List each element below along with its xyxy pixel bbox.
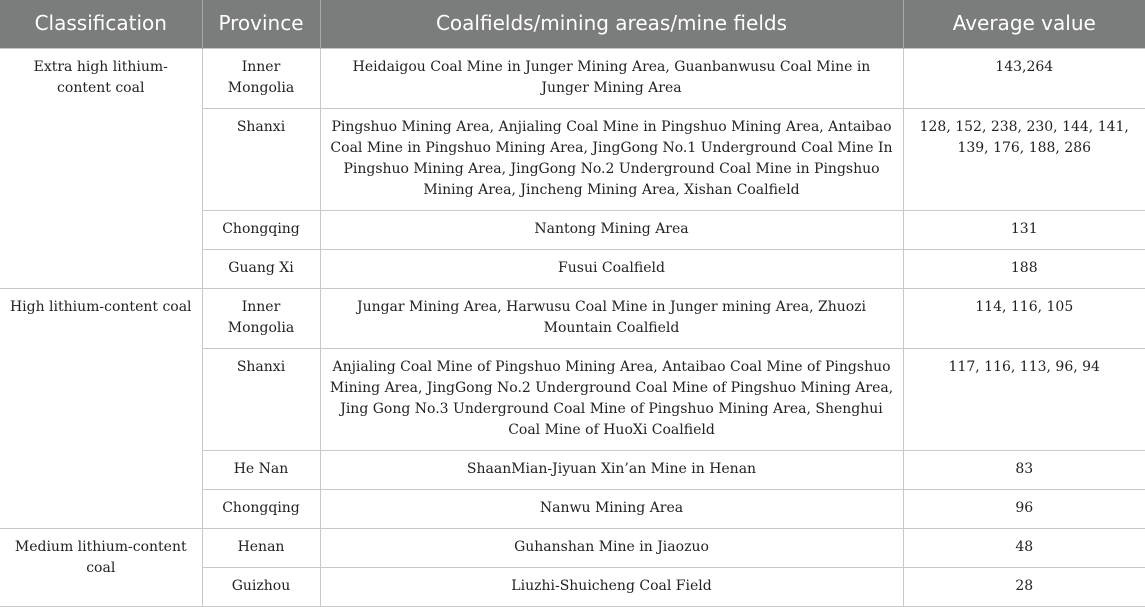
- province-cell: Guizhou: [202, 567, 320, 606]
- average-value-cell: 28: [903, 567, 1145, 606]
- coalfields-cell: Fusui Coalfield: [320, 249, 903, 288]
- table-row: [0, 528, 1145, 567]
- table-row: [0, 288, 1145, 348]
- header-province: Province: [202, 0, 320, 48]
- average-value-cell: 117, 116, 113, 96, 94: [903, 348, 1145, 450]
- province-cell: Inner Mongolia: [202, 288, 320, 348]
- province-cell: Shanxi: [202, 108, 320, 210]
- average-value-cell: 48: [903, 528, 1145, 567]
- classification-cell: High lithium-content coal: [0, 288, 202, 528]
- average-value-cell: 188: [903, 249, 1145, 288]
- header-coalfields: Coalfields/mining areas/mine fields: [320, 0, 903, 48]
- province-cell: Chongqing: [202, 489, 320, 528]
- coalfields-cell: Guhanshan Mine in Jiaozuo: [320, 528, 903, 567]
- province-cell: Chongqing: [202, 210, 320, 249]
- average-value-cell: 83: [903, 450, 1145, 489]
- coalfields-cell: Heidaigou Coal Mine in Junger Mining Area, Guanbanwusu Coal Mine in Junger Mining Area: [320, 48, 903, 108]
- header-row: [0, 0, 1145, 48]
- province-cell: Shanxi: [202, 348, 320, 450]
- coalfields-cell: Nantong Mining Area: [320, 210, 903, 249]
- coalfields-cell: Anjialing Coal Mine of Pingshuo Mining Area, Antaibao Coal Mine of Pingshuo Mining Area, JingGong No.2 Underground Coal Mine of Pingshuo Mining Area, Jing Gong No.3 Underground Coal Mine of Pingshuo Mining Area, Shenghui Coal Mine of HuoXi Coalfield: [320, 348, 903, 450]
- average-value-cell: 128, 152, 238, 230, 144, 141, 139, 176, 188, 286: [903, 108, 1145, 210]
- province-cell: Inner Mongolia: [202, 48, 320, 108]
- classification-cell: Medium lithium-content coal: [0, 528, 202, 606]
- province-cell: Henan: [202, 528, 320, 567]
- average-value-cell: 131: [903, 210, 1145, 249]
- table-header: [0, 0, 1145, 48]
- province-cell: He Nan: [202, 450, 320, 489]
- coalfields-cell: Jungar Mining Area, Harwusu Coal Mine in Junger mining Area, Zhuozi Mountain Coalfield: [320, 288, 903, 348]
- coalfields-cell: Liuzhi-Shuicheng Coal Field: [320, 567, 903, 606]
- average-value-cell: 143,264: [903, 48, 1145, 108]
- average-value-cell: 114, 116, 105: [903, 288, 1145, 348]
- classification-cell: Extra high lithium-content coal: [0, 48, 202, 288]
- header-average-value: Average value: [903, 0, 1145, 48]
- average-value-cell: 96: [903, 489, 1145, 528]
- coalfields-cell: Nanwu Mining Area: [320, 489, 903, 528]
- coalfields-cell: Pingshuo Mining Area, Anjialing Coal Mine in Pingshuo Mining Area, Antaibao Coal Mine in Pingshuo Mining Area, JingGong No.1 Underground Coal Mine In Pingshuo Mining Area, JingGong No.2 Underground Coal Mine in Pingshuo Mining Area, Jincheng Mining Area, Xishan Coalfield: [320, 108, 903, 210]
- province-cell: Guang Xi: [202, 249, 320, 288]
- table-body: [0, 48, 1145, 606]
- header-classification: Classification: [0, 0, 202, 48]
- coalfields-cell: ShaanMian-Jiyuan Xin’an Mine in Henan: [320, 450, 903, 489]
- table-row: [0, 48, 1145, 108]
